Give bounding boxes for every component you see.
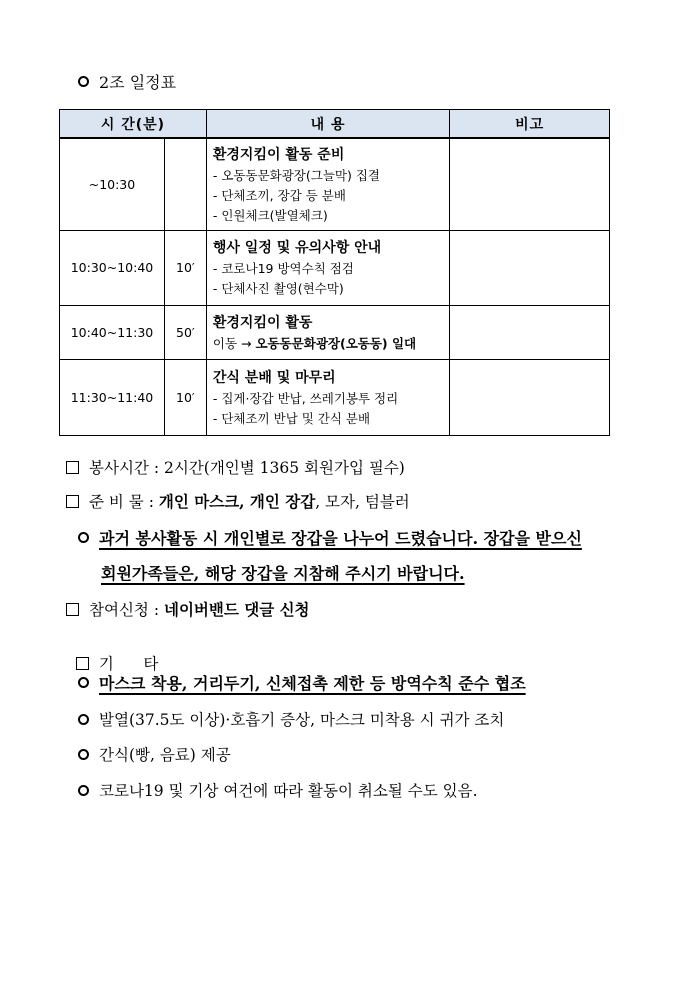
- time-cell: 11:30~11:40: [60, 359, 165, 435]
- etc-heading: 기 타: [66, 634, 158, 674]
- square-bullet-icon: [66, 603, 79, 616]
- move-prefix: 이동 →: [212, 335, 256, 351]
- content-cell: [206, 230, 449, 305]
- circle-bullet-icon: [78, 785, 89, 796]
- content-item: - 오동동문화광장(그늘막) 집결: [212, 167, 380, 183]
- table-row: [60, 138, 610, 230]
- content-heading: 행사 일정 및 유의사항 안내: [212, 240, 382, 256]
- duration-cell: 10′: [164, 230, 206, 305]
- fever-notice: 발열(37.5도 이상)·호흡기 증상, 마스크 미착용 시 귀가 조치: [78, 708, 504, 730]
- schedule-title: 2조 일정표: [78, 70, 176, 93]
- note-cell: [450, 359, 610, 435]
- table-header-row: [60, 110, 610, 139]
- table-row: [60, 359, 610, 435]
- mask-notice: 마스크 착용, 거리두기, 신체접촉 제한 등 방역수칙 준수 협조: [78, 671, 526, 694]
- supplies-line: 준 비 물 : 개인 마스크, 개인 장갑, 모자, 텀블러: [66, 490, 410, 512]
- header-note: 비고: [450, 110, 610, 139]
- circle-bullet-icon: [78, 532, 89, 543]
- snack-notice: 간식(빵, 음료) 제공: [78, 743, 231, 765]
- gloves-notice-line1: 과거 봉사활동 시 개인별로 장갑을 나누어 드렸습니다. 장갑을 받으신: [78, 526, 582, 549]
- square-bullet-icon: [66, 495, 79, 508]
- duration-cell: [164, 138, 206, 230]
- gloves-notice-line2: 회원가족들은, 해당 장갑을 지참해 주시기 바랍니다.: [101, 564, 465, 583]
- content-item: - 인원체크(발열체크): [212, 207, 328, 223]
- content-item: - 코로나19 방역수칙 점검: [212, 261, 354, 276]
- content-heading: 환경지킴이 활동 준비: [212, 146, 345, 163]
- content-cell: [206, 138, 449, 230]
- header-content: 내 용: [206, 110, 449, 139]
- time-cell: 10:30~10:40: [60, 230, 165, 305]
- content-heading: 간식 분배 및 마무리: [212, 369, 336, 386]
- content-item: - 집게·장갑 반납, 쓰레기봉투 정리: [212, 390, 399, 406]
- circle-bullet-icon: [78, 714, 89, 725]
- time-cell: 10:40~11:30: [60, 305, 165, 359]
- schedule-table: [59, 109, 610, 436]
- note-cell: [450, 305, 610, 359]
- content-item: - 단체조끼 반납 및 간식 분배: [212, 410, 371, 426]
- circle-bullet-icon: [78, 76, 89, 87]
- note-cell: [450, 138, 610, 230]
- square-bullet-icon: [66, 461, 79, 474]
- table-row: [60, 305, 610, 359]
- content-item: - 단체조끼, 장갑 등 분배: [212, 187, 346, 203]
- square-bullet-icon: [76, 657, 89, 670]
- time-cell: ~10:30: [60, 138, 165, 230]
- duration-cell: 10′: [164, 359, 206, 435]
- content-item: [213, 334, 443, 354]
- duration-cell: 50′: [164, 305, 206, 359]
- content-heading: 환경지킴이 활동: [212, 314, 313, 331]
- apply-line: 참여신청 : 네이버밴드 댓글 신청: [66, 598, 310, 620]
- move-destination: 오동동문화광장(오동동) 일대: [255, 335, 417, 351]
- content-cell: [206, 305, 449, 359]
- circle-bullet-icon: [78, 677, 89, 688]
- service-time-line: 봉사시간 : 2시간(개인별 1365 회원가입 필수): [66, 456, 405, 478]
- header-time: 시 간(분): [60, 110, 207, 139]
- cancel-notice: 코로나19 및 기상 여건에 따라 활동이 취소될 수도 있음.: [78, 779, 478, 801]
- content-cell: [206, 359, 449, 435]
- note-cell: [450, 230, 610, 305]
- table-row: [60, 230, 610, 305]
- circle-bullet-icon: [78, 749, 89, 760]
- content-item: - 단체사진 촬영(현수막): [212, 281, 344, 296]
